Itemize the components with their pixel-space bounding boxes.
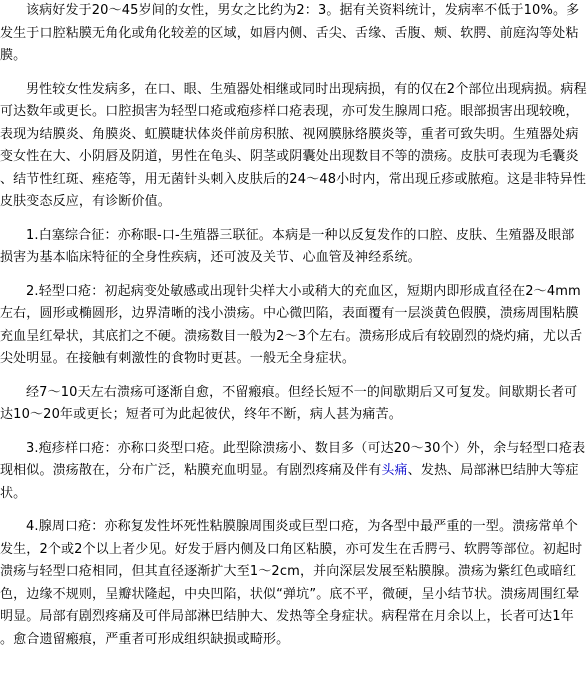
headache-link[interactable]: 头痛 [381,463,408,478]
paragraph-major-aphthae: 4.腺周口疮：亦称复发性坏死性粘膜腺周围炎或巨型口疮，为各型中最严重的一型。溃疡常单个发生，2个或2个以上者少见。好发于唇内侧及口角区粘膜，亦可发生在舌腭弓、软腭等部位。初起时溃疡与轻型口疮相同，但其直径逐渐扩大至1～2cm，并向深层发展至粘膜腺。溃疡为紫红色或暗红色，边缘不规则，呈瓣状隆起，中央凹陷，状似“弹坑”。底不平，微硬，呈小结节状。溃疡周围红晕明显。局部有剧烈疼痛及可伴局部淋巴结肿大、发热等全身症状。病程常在月余以上，长者可达1年。愈合遗留瘢痕，严重者可形成组织缺损或畸形。 [0,519,583,647]
paragraph-spacer [0,270,587,281]
paragraph-spacer [0,68,587,79]
paragraph-behcet-manifestations: 男性较女性发病多，在口、眼、生殖器处相继或同时出现病损，有的仅在2个部位出现病损。病程可达数年或更长。口腔损害为轻型口疮或疱疹样口疮表现，亦可发生腺周口疮。眼部损害出现较晚，表现为结膜炎、角膜炎、虹膜睫状体炎伴前房积脓、视网膜脉络膜炎等，重者可致失明。生殖器处病变女性在大、小阴唇及阴道，男性在龟头、阴茎或阴囊处出现数目不等的溃疡。皮肤可表现为毛囊炎、结节性红斑、痤疮等，用无菌针头刺入皮肤后的24～48小时内，常出现丘疹或脓疱。这是非特异性皮肤变态反应，有诊断价值。 [0,81,587,209]
paragraph-spacer [0,214,587,225]
paragraph-minor-aphthae: 2.轻型口疮：初起病变处敏感或出现针尖样大小或稍大的充血区，短期内即形成直径在2～4mm左右，圆形或椭圆形，边界清晰的浅小溃疡。中心微凹陷，表面覆有一层淡黄色假膜，溃疡周围粘膜充血呈红晕状，其底扪之不硬。溃疡数目一般为2～3个左右。溃疡形成后有较剧烈的烧灼痛，尤以舌尖处明显。在接触有刺激性的食物时更甚。一般无全身症状。 [0,283,583,366]
paragraph-spacer [0,505,587,516]
paragraph-text-after-link: 、发热、局部淋巴结肿大等症状。 [0,463,579,501]
paragraph-spacer [0,371,587,382]
paragraph-epidemiology: 该病好发于20～45岁间的女性，男女之比约为2：3。据有关资料统计，发病率不低于10%。多发生于口腔粘膜无角化或角化较差的区域，如唇内侧、舌尖、舌缘、舌腹、颊、软腭、前庭沟等处粘膜。 [0,3,580,63]
paragraph-healing-recurrence: 经7～10天左右溃疡可逐渐自愈，不留瘢痕。但经长短不一的间歇期后又可复发。间歇期长者可达10～20年或更长；短者可为此起彼伏，终年不断，病人甚为痛苦。 [0,384,578,422]
paragraph-text-before-link: 3.疱疹样口疮：亦称口炎型口疮。此型除溃疡小、数目多（可达20～30个）外，余与轻型口疮表现相似。溃疡散在，分布广泛，粘膜充血明显。有剧烈疼痛及伴有 [0,440,586,478]
paragraph-spacer [0,427,587,438]
paragraph-herpetiform-ulcers [0,438,587,506]
paragraph-behcet-syndrome: 1.白塞综合征：亦称眼-口-生殖器三联征。本病是一种以反复发作的口腔、皮肤、生殖器及眼部损害为基本临床特征的全身性疾病，还可波及关节、心血管及神经系统。 [0,227,575,265]
